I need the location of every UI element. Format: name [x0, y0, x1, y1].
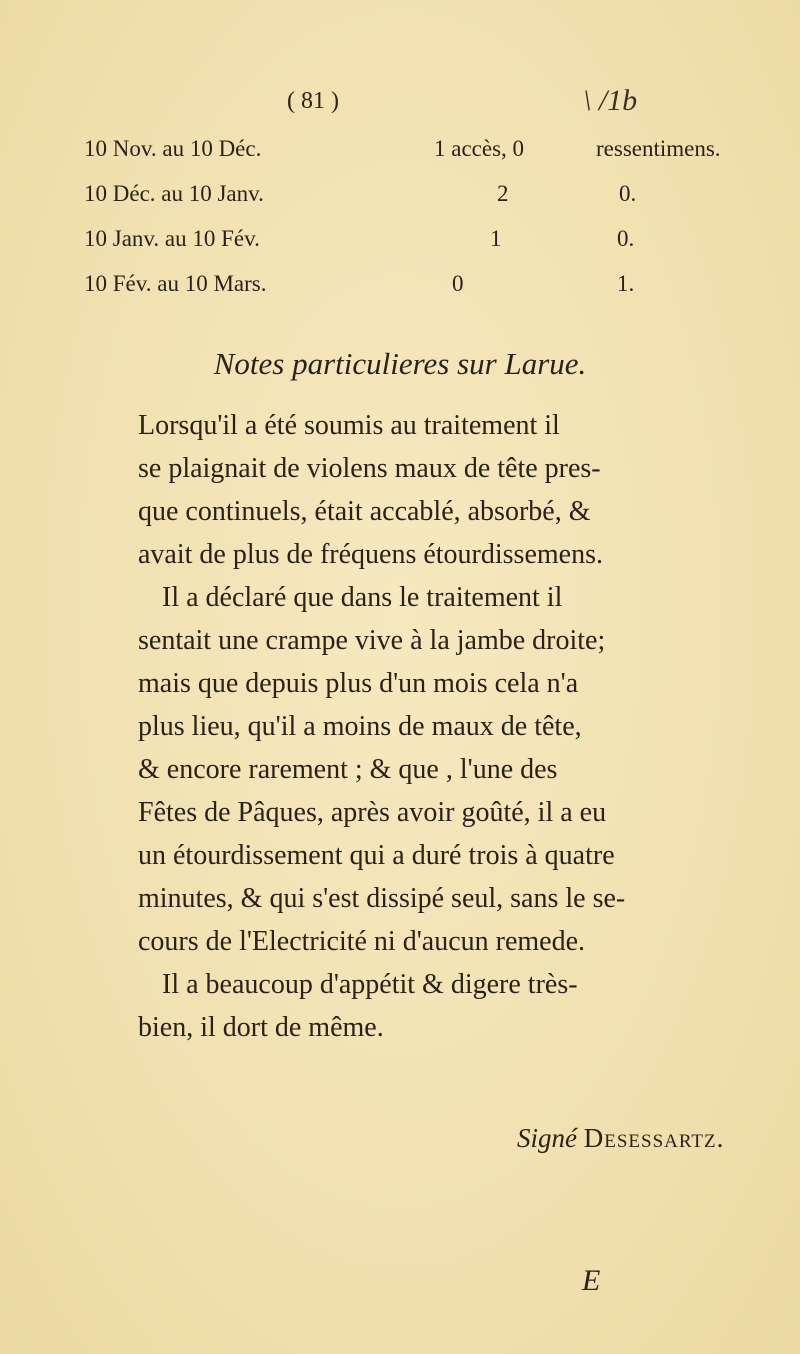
signature-name: Desessartz.	[583, 1123, 725, 1153]
signature	[517, 1123, 724, 1154]
text-line: Fêtes de Pâques, après avoir goûté, il a eu	[138, 797, 607, 828]
catchword: E	[582, 1264, 601, 1297]
table-row	[84, 181, 724, 211]
acces-cell: 1 accès, 0	[434, 136, 525, 161]
ressentimens-cell: 0.	[617, 226, 635, 251]
period-cell: 10 Déc. au 10 Janv.	[84, 181, 264, 206]
table-row	[84, 136, 724, 166]
acces-cell: 1	[490, 226, 502, 251]
ressentimens-cell: 1.	[617, 271, 635, 296]
table-row	[84, 226, 724, 256]
text-line: mais que depuis plus d'un mois cela n'a	[138, 668, 579, 699]
section-title: Notes particulieres sur Larue.	[213, 346, 587, 381]
period-cell: 10 Fév. au 10 Mars.	[84, 271, 267, 296]
period-cell: 10 Nov. au 10 Déc.	[84, 136, 262, 161]
text-line: Lorsqu'il a été soumis au traitement il	[138, 410, 560, 441]
text-line: & encore rarement ; & que , l'une des	[138, 754, 558, 785]
text-line: bien, il dort de même.	[138, 1012, 384, 1043]
text-line: un étourdissement qui a duré trois à quatre	[138, 840, 615, 871]
acces-cell: 0	[452, 271, 464, 296]
text-line: avait de plus de fréquens étourdissemens.	[138, 539, 603, 570]
page-number: ( 81 )	[287, 88, 339, 114]
handwritten-folio-mark: \ /1b	[583, 84, 638, 117]
ressentimens-cell: ressentimens.	[596, 136, 721, 161]
text-line: Il a déclaré que dans le traitement il	[162, 582, 563, 613]
text-line: cours de l'Electricité ni d'aucun remede.	[138, 926, 586, 957]
text-line: minutes, & qui s'est dissipé seul, sans le se-	[138, 883, 626, 914]
acces-cell: 2	[497, 181, 509, 206]
text-line: plus lieu, qu'il a moins de maux de tête,	[138, 711, 582, 742]
text-line: sentait une crampe vive à la jambe droite;	[138, 625, 606, 656]
text-line: que continuels, était accablé, absorbé, &	[138, 496, 591, 527]
ressentimens-cell: 0.	[619, 181, 637, 206]
page-header	[0, 84, 800, 128]
text-line: Il a beaucoup d'appétit & digere très-	[162, 969, 578, 1000]
period-cell: 10 Janv. au 10 Fév.	[84, 226, 260, 251]
table-row	[84, 271, 724, 301]
text-line: se plaignait de violens maux de tête pres-	[138, 453, 601, 484]
signature-prefix: Signé	[517, 1123, 577, 1153]
